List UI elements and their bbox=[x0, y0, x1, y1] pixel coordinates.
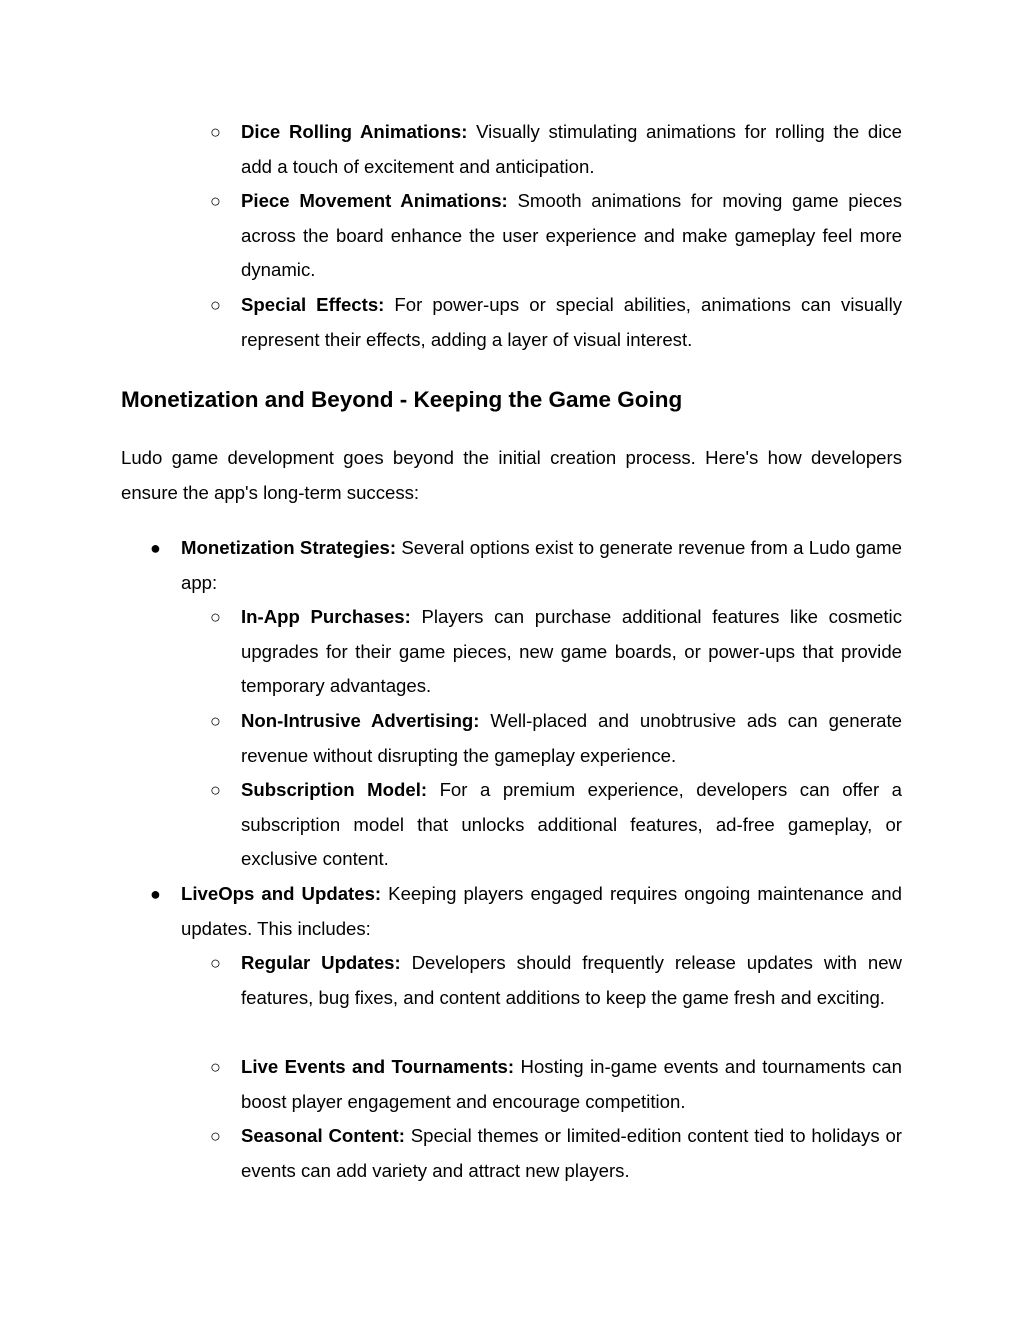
list-item-subscription-model bbox=[241, 773, 902, 877]
list-item-label: Piece Movement Animations: bbox=[241, 190, 508, 211]
list-item-label: Dice Rolling Animations: bbox=[241, 121, 468, 142]
list-item-seasonal-content bbox=[241, 1119, 902, 1188]
intro-paragraph: Ludo game development goes beyond the initial creation process. Here's how developers ensure the app's long-term success: bbox=[121, 447, 902, 503]
list-item-text: Players can purchase additional features like cosmetic upgrades for their game pieces, new game boards, or power-ups that provide temporary advantages. bbox=[241, 606, 902, 697]
list-bullet-hollow: ○ bbox=[210, 607, 221, 627]
list-item-text: Keeping players engaged requires ongoing maintenance and updates. This includes: bbox=[181, 883, 902, 939]
list-item-in-app-purchases bbox=[241, 600, 902, 704]
list-item-monetization-strategies bbox=[181, 531, 902, 600]
list-bullet-filled: ● bbox=[150, 538, 161, 558]
list-item-label: Live Events and Tournaments: bbox=[241, 1056, 515, 1077]
list-item-liveops bbox=[181, 877, 902, 946]
list-bullet-hollow: ○ bbox=[210, 122, 221, 142]
list-bullet-hollow: ○ bbox=[210, 295, 221, 315]
list-item-text: Several options exist to generate revenue from a Ludo game app: bbox=[181, 537, 902, 593]
list-item-label: LiveOps and Updates: bbox=[181, 883, 382, 904]
list-bullet-filled: ● bbox=[150, 884, 161, 904]
list-bullet-hollow: ○ bbox=[210, 1057, 221, 1077]
list-item-regular-updates bbox=[241, 946, 902, 1015]
list-bullet-hollow: ○ bbox=[210, 711, 221, 731]
list-item-text: Hosting in-game events and tournaments can boost player engagement and encourage competition. bbox=[241, 1056, 902, 1112]
list-item-label: Regular Updates: bbox=[241, 952, 401, 973]
list-item-label: Special Effects: bbox=[241, 294, 385, 315]
list-bullet-hollow: ○ bbox=[210, 191, 221, 211]
list-item-text: For a premium experience, developers can offer a subscription model that unlocks additional features, ad-free gameplay, or exclusive content. bbox=[241, 779, 903, 870]
list-item-label: Seasonal Content: bbox=[241, 1125, 405, 1146]
list-item-label: Monetization Strategies: bbox=[181, 537, 397, 558]
list-item-live-events bbox=[241, 1050, 902, 1119]
list-item-text: Visually stimulating animations for rolling the dice add a touch of excitement and anticipation. bbox=[241, 121, 902, 177]
list-bullet-hollow: ○ bbox=[210, 1126, 221, 1146]
list-item-text: Developers should frequently release updates with new features, bug fixes, and content additions to keep the game fresh and exciting. bbox=[241, 952, 902, 1008]
list-item-advertising bbox=[241, 704, 902, 773]
list-item-label: Non-Intrusive Advertising: bbox=[241, 710, 480, 731]
list-item-text: Special themes or limited-edition content tied to holidays or events can add variety and attract new players. bbox=[241, 1125, 902, 1181]
list-bullet-hollow: ○ bbox=[210, 780, 221, 800]
list-item-text: Well-placed and unobtrusive ads can generate revenue without disrupting the gameplay experience. bbox=[241, 710, 902, 766]
list-item-dice-rolling bbox=[241, 115, 902, 184]
list-item-text: For power-ups or special abilities, animations can visually represent their effects, adding a layer of visual interest. bbox=[241, 294, 902, 350]
list-item-special-effects bbox=[241, 288, 902, 357]
list-bullet-hollow: ○ bbox=[210, 953, 221, 973]
list-item-piece-movement bbox=[241, 184, 902, 288]
list-item-text: Smooth animations for moving game pieces across the board enhance the user experience and make gameplay feel more dynamic. bbox=[241, 190, 903, 281]
list-item-label: Subscription Model: bbox=[241, 779, 428, 800]
section-heading: Monetization and Beyond - Keeping the Game Going bbox=[121, 387, 683, 412]
list-item-label: In-App Purchases: bbox=[241, 606, 411, 627]
